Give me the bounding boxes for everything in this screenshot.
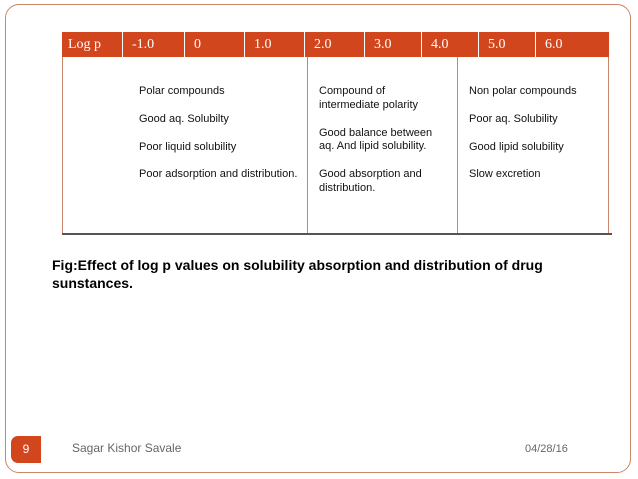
column-line: Good aq. Solubilty bbox=[139, 112, 229, 125]
table-bottom-rule bbox=[62, 233, 612, 235]
log-p-label: Log p bbox=[68, 37, 102, 52]
scale-tick: 4.0 bbox=[421, 32, 478, 57]
non-polar-column bbox=[469, 85, 609, 196]
footer-author: Sagar Kishor Savale bbox=[72, 441, 182, 455]
column-divider bbox=[457, 57, 458, 234]
scale-tick: 1.0 bbox=[244, 32, 304, 57]
column-line: Compound of intermediate polarity bbox=[319, 85, 419, 111]
column-line: Polar compounds bbox=[139, 85, 225, 97]
scale-tick: -1.0 bbox=[122, 32, 184, 57]
footer-date: 04/28/16 bbox=[525, 443, 568, 455]
scale-tick: 5.0 bbox=[478, 32, 535, 57]
column-line: Good balance between aq. And lipid solubility. bbox=[319, 126, 433, 153]
column-line: Poor liquid solubility bbox=[139, 140, 237, 153]
column-line: Poor adsorption and distribution. bbox=[139, 168, 298, 181]
column-divider bbox=[307, 57, 308, 234]
column-line: Good lipid solubility bbox=[469, 140, 564, 153]
scale-tick: 2.0 bbox=[304, 32, 364, 57]
scale-tick: 6.0 bbox=[535, 32, 569, 57]
intermediate-column bbox=[319, 85, 447, 210]
column-line: Good absorption and distribution. bbox=[319, 168, 422, 194]
page-number-badge: 9 bbox=[11, 436, 41, 463]
polar-column bbox=[139, 85, 299, 196]
figure-caption: Fig:Effect of log p values on solubility absorption and distribution of drug sunstances. bbox=[52, 257, 543, 291]
column-line: Non polar compounds bbox=[469, 85, 577, 97]
scale-tick: 3.0 bbox=[364, 32, 421, 57]
column-line: Poor aq. Solubility bbox=[469, 112, 558, 125]
column-line: Slow excretion bbox=[469, 168, 541, 181]
log-p-scale-bar bbox=[62, 32, 609, 57]
scale-tick: 0 bbox=[184, 32, 244, 57]
